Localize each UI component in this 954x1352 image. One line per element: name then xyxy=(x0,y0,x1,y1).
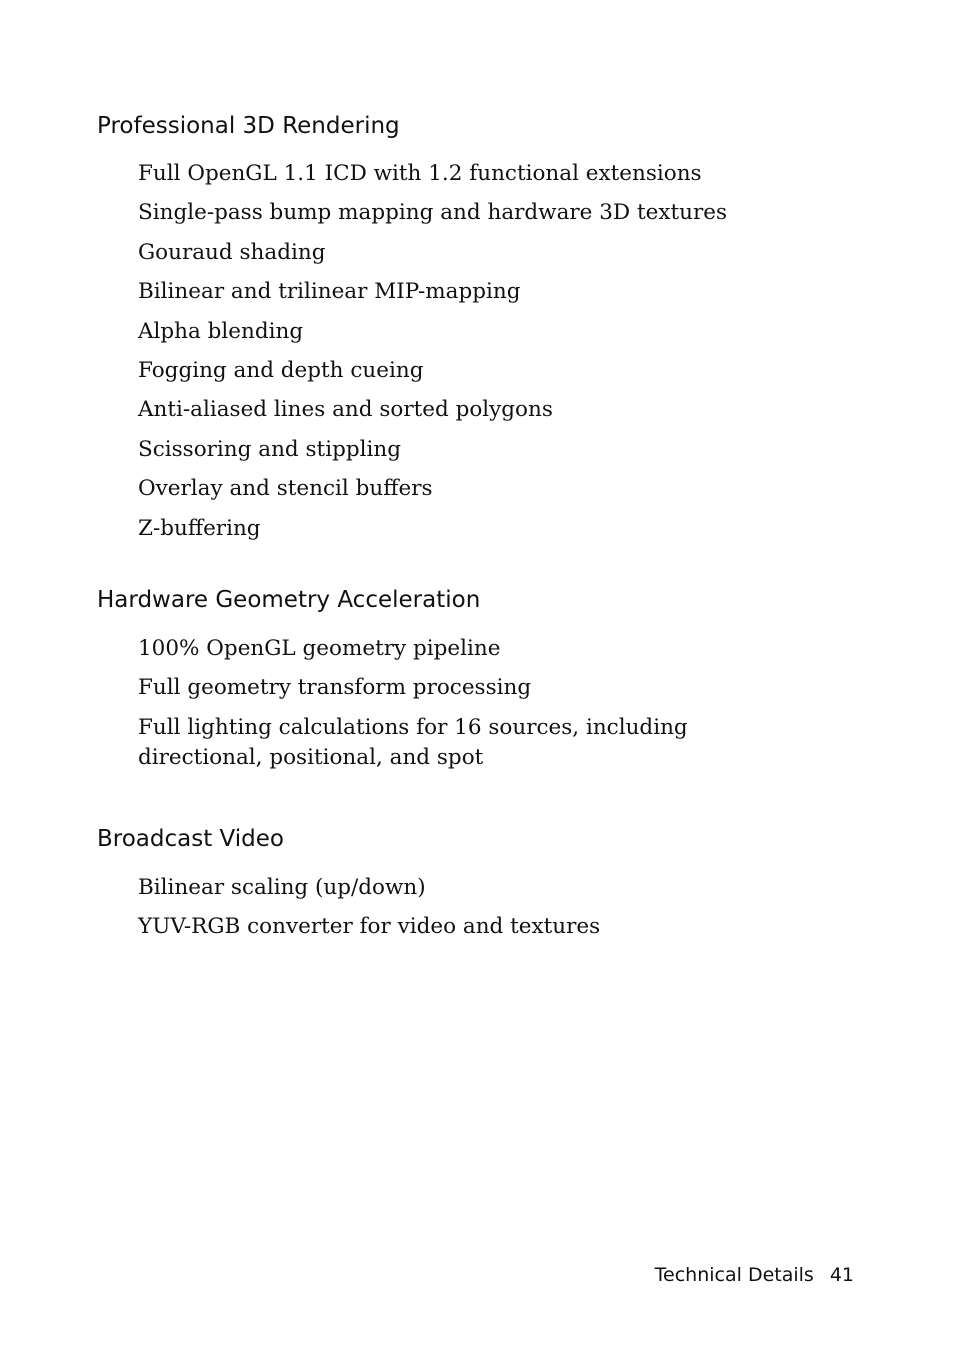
list-item: Full geometry transform processing xyxy=(138,675,532,701)
page-footer xyxy=(655,1262,854,1288)
list-item: Fogging and depth cueing xyxy=(138,357,424,383)
list-item: Overlay and stencil buffers xyxy=(138,476,433,502)
list-item: Gouraud shading xyxy=(138,239,326,265)
page-number: 41 xyxy=(829,1264,854,1286)
feature-list xyxy=(138,634,818,782)
footer-section-title: Technical Details xyxy=(654,1264,814,1286)
list-item: Z-buffering xyxy=(138,515,261,541)
list-item: Scissoring and stippling xyxy=(138,436,401,462)
list-item: Full OpenGL 1.1 ICD with 1.2 functional extensions xyxy=(138,161,702,186)
list-item: 100% OpenGL geometry pipeline xyxy=(138,636,501,661)
section-heading: Hardware Geometry Acceleration xyxy=(97,587,481,613)
list-item: Full lighting calculations for 16 sources, including directional, positional, and spot xyxy=(138,714,688,770)
list-item: Anti-aliased lines and sorted polygons xyxy=(138,397,553,423)
list-item: YUV-RGB converter for video and textures xyxy=(138,914,601,940)
list-item: Single-pass bump mapping and hardware 3D textures xyxy=(138,200,727,226)
section-heading: Broadcast Video xyxy=(97,826,284,852)
list-item: Bilinear scaling (up/down) xyxy=(138,875,426,900)
section-heading: Professional 3D Rendering xyxy=(97,113,400,139)
feature-list xyxy=(138,159,818,553)
list-item: Bilinear and trilinear MIP-mapping xyxy=(138,279,521,305)
list-item: Alpha blending xyxy=(138,318,304,344)
feature-list xyxy=(138,873,818,952)
